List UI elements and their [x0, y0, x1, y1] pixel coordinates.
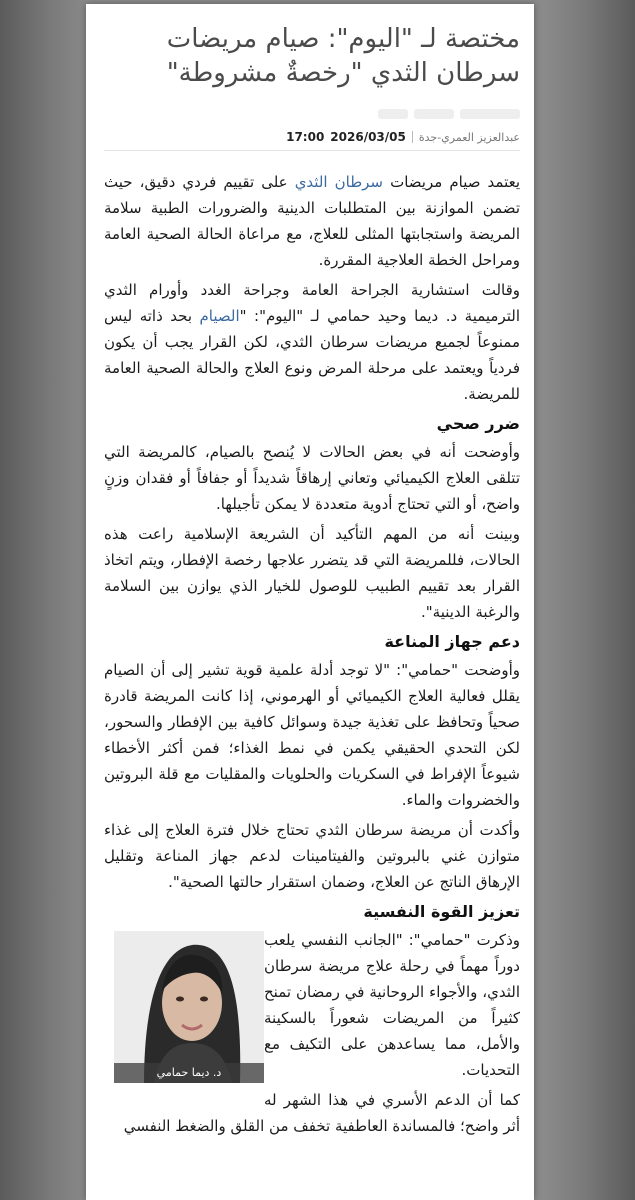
publish-date: 2026/03/05	[330, 130, 406, 144]
article-page	[86, 4, 534, 1200]
paragraph-7: وذكرت "حمامي": "الجانب النفسي يلعب دوراً مهماً في رحلة علاج مريضة سرطان الثدي، والأجواء الروحانية في رمضان تمنح كثيراً من المريضات شعوراً بالسكينة والأمل، مما يساعدهن على التكيف مع التحديات.	[264, 931, 520, 1079]
meta-divider	[412, 131, 413, 143]
paragraph-1-text-a: يعتمد صيام مريضات	[383, 173, 521, 191]
doctor-photo	[114, 931, 264, 1083]
subheading-health-harm: ضرر صحي	[436, 414, 520, 433]
subheading-immune-support: دعم جهاز المناعة	[384, 632, 520, 651]
paragraph-5: وأوضحت "حمامي": "لا توجد أدلة علمية قوية تشير إلى أن الصيام يقلل فعالية العلاج الكيميائي أو الهرموني، إذا كانت المريضة قادرة صحياً وتحافظ على تغذية جيدة وسوائل كافية بين الإفطار والسحور، لكن التحدي الحقيقي يكمن في نمط الغذاء؛ فمن أكثر الأخطاء شيوعاً الإفراط في السكريات والحلويات والمقليات مع قلة البروتين والخضروات والماء.	[104, 661, 520, 809]
keyword-link-fasting[interactable]: الصيام	[199, 307, 240, 325]
paragraph-2-text-a: وقالت استشارية الجراحة العامة وجراحة الغدد وأورام الثدي الترميمية د. ديما وحيد حمامي لـ "اليوم": "	[104, 281, 521, 325]
article-meta	[104, 130, 520, 151]
keyword-link-breast-cancer[interactable]: سرطان الثدي	[294, 173, 384, 191]
paragraph-3: وأوضحت أنه في بعض الحالات لا يُنصح بالصيام، كالمريضة التي تتلقى العلاج الكيميائي وتعاني إرهاقاً شديداً أو جفافاً أو فقدان وزنٍ واضح، أو التي تحتاج أدوية متعددة لا يمكن تأجيلها.	[104, 443, 520, 513]
portrait-illustration	[114, 931, 264, 1083]
doctor-photo-block	[114, 931, 264, 1083]
author-label: عبدالعزيز العمري-جدة	[418, 130, 520, 144]
article-headline: مختصة لـ "اليوم": صيام مريضات سرطان الثدي "رخصةٌ مشروطة"	[166, 24, 520, 88]
paragraph-2	[104, 277, 520, 407]
publish-time: 17:00	[286, 130, 325, 144]
paragraph-2-text-b: بحد ذاته ليس ممنوعاً لجميع مريضات سرطان الثدي، لكن القرار يجب أن يكون فردياً ويعتمد على مرحلة المرض ونوع العلاج والحالة الصحية العامة للمريضة.	[104, 307, 520, 403]
subheading-mental-strength: تعزيز القوة النفسية	[363, 902, 520, 921]
paragraph-8: كما أن الدعم الأسري في هذا الشهر له أثر واضح؛ فالمساندة العاطفية تخفف من القلق والضغط النفسي	[123, 1091, 520, 1135]
article-body	[86, 4, 534, 1143]
paragraph-1-text-b: على تقييم فردي دقيق، حيث تضمن الموازنة بين المتطلبات الدينية والضرورات الطبية سلامة المريضة واستجابتها المثلى للعلاج، مع مراعاة الحالة الصحية العامة ومراحل الخطة العلاجية المقررة.	[104, 173, 520, 269]
photo-caption: د. ديما حمامي	[114, 1063, 264, 1083]
paragraph-4: وبينت أنه من المهم التأكيد أن الشريعة الإسلامية راعت هذه الحالات، فللمريضة التي قد يتضرر علاجها رخصة الإفطار، ويتم اتخاذ القرار بعد تقييم الطبيب للوصول للخيار الذي يوازن بين السلامة والرغبة الدينية".	[104, 525, 520, 621]
paragraph-6: وأكدت أن مريضة سرطان الثدي تحتاج خلال فترة العلاج إلى غذاء متوازن غني بالبروتين والفيتامينات لدعم جهاز المناعة وتقليل الإرهاق الناتج عن العلاج، وضمان استقرار حالتها الصحية".	[104, 821, 520, 891]
paragraph-1	[104, 169, 520, 273]
faded-social-bar	[104, 104, 520, 124]
